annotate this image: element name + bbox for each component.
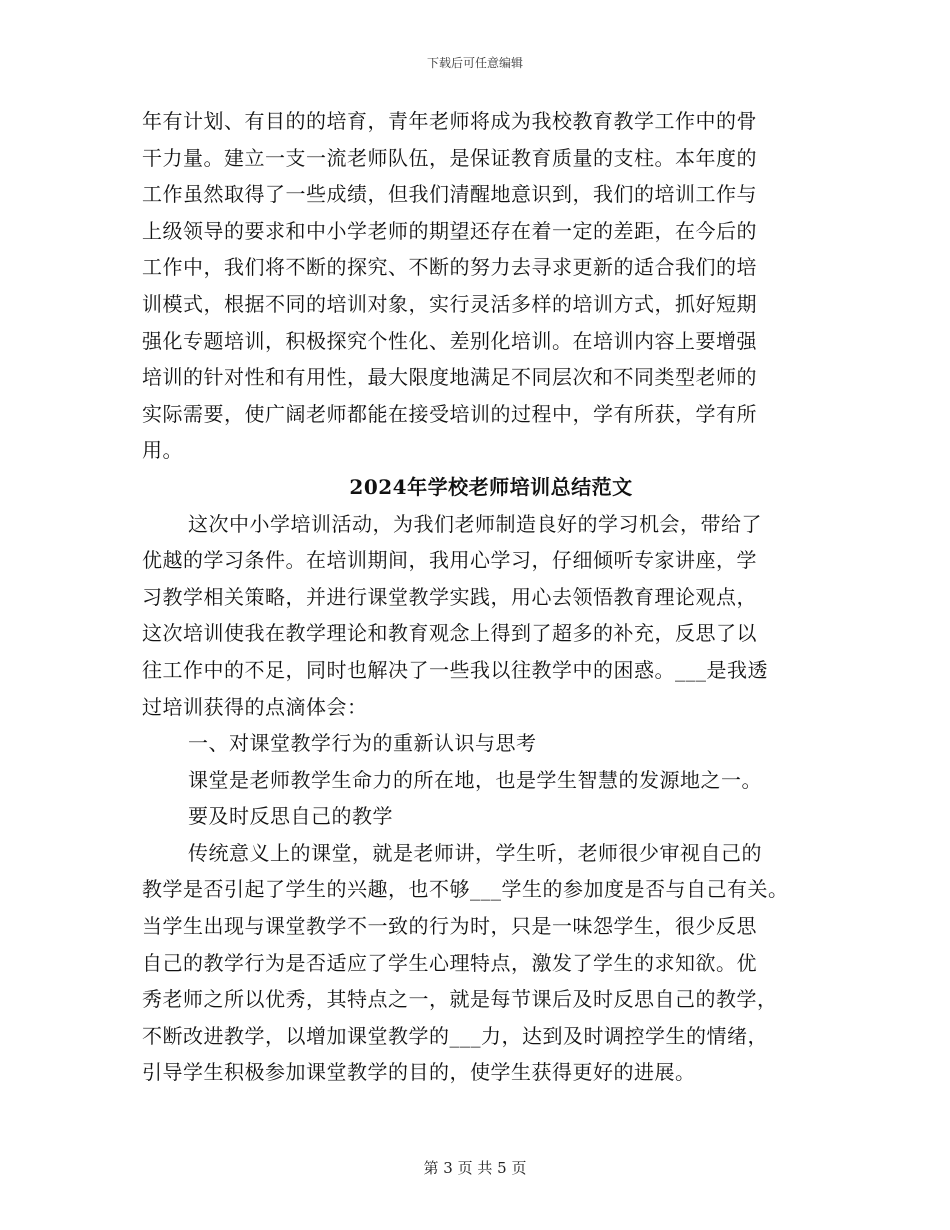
- paragraph-line: 秀老师之所以优秀，其特点之一，就是每节课后及时反思自己的教学，: [142, 987, 778, 1012]
- paragraph-line: 训模式，根据不同的培训对象，实行灵活多样的培训方式，抓好短期: [142, 291, 757, 316]
- section-title: 2024年学校老师培训总结范文: [349, 474, 633, 499]
- paragraph-line: 工作中，我们将不断的探究、不断的努力去寻求更新的适合我们的培: [142, 255, 757, 280]
- paragraph-line: 引导学生积极参加课堂教学的目的，使学生获得更好的进展。: [142, 1060, 696, 1085]
- page-footer: 第 3 页 共 5 页: [423, 1159, 527, 1177]
- paragraph-line: 上级领导的要求和中小学老师的期望还存在着一定的差距，在今后的: [142, 218, 757, 243]
- paragraph-line: 这次中小学培训活动，为我们老师制造良好的学习机会，带给了: [188, 511, 762, 536]
- paragraph-line: 过培训获得的点滴体会：: [142, 694, 368, 719]
- paragraph-line: 传统意义上的课堂，就是老师讲，学生听，老师很少审视自己的: [188, 840, 762, 865]
- paragraph-line: 课堂是老师教学生命力的所在地，也是学生智慧的发源地之一。: [188, 767, 762, 792]
- paragraph-line: 当学生出现与课堂教学不一致的行为时，只是一味怨学生，很少反思: [142, 914, 757, 939]
- paragraph-line: 实际需要，使广阔老师都能在接受培训的过程中，学有所获，学有所: [142, 401, 757, 426]
- document-body: [142, 103, 822, 1091]
- paragraph-line: 往工作中的不足，同时也解决了一些我以往教学中的困惑。___是我透: [142, 657, 768, 682]
- paragraph-line: 自己的教学行为是否适应了学生心理特点，激发了学生的求知欲。优: [142, 950, 757, 975]
- page-header: 下载后可任意编辑: [426, 56, 523, 70]
- paragraph-line: 不断改进教学，以增加课堂教学的___力，达到及时调控学生的情绪，: [142, 1023, 768, 1048]
- paragraph-line: 教学是否引起了学生的兴趣，也不够___学生的参加度是否与自己有关。: [142, 877, 789, 902]
- paragraph-line: 这次培训使我在教学理论和教育观念上得到了超多的补充，反思了以: [142, 621, 757, 646]
- paragraph-line: 培训的针对性和有用性，最大限度地满足不同层次和不同类型老师的: [142, 365, 757, 390]
- subheading: 一、对课堂教学行为的重新认识与思考: [188, 731, 537, 756]
- subheading: 要及时反思自己的教学: [188, 804, 393, 829]
- paragraph-line: 工作虽然取得了一些成绩，但我们清醒地意识到，我们的培训工作与: [142, 182, 757, 207]
- paragraph-line: 年有计划、有目的的培育，青年老师将成为我校教育教学工作中的骨: [142, 109, 757, 133]
- paragraph-line: 强化专题培训，积极探究个性化、差别化培训。在培训内容上要增强: [142, 328, 757, 353]
- paragraph-line: 优越的学习条件。在培训期间，我用心学习，仔细倾听专家讲座，学: [142, 548, 757, 573]
- paragraph-line: 干力量。建立一支一流老师队伍，是保证教育质量的支柱。本年度的: [142, 145, 757, 170]
- paragraph-line: 用。: [142, 438, 183, 463]
- paragraph-line: 习教学相关策略，并进行课堂教学实践，用心去领悟教育理论观点，: [142, 584, 757, 609]
